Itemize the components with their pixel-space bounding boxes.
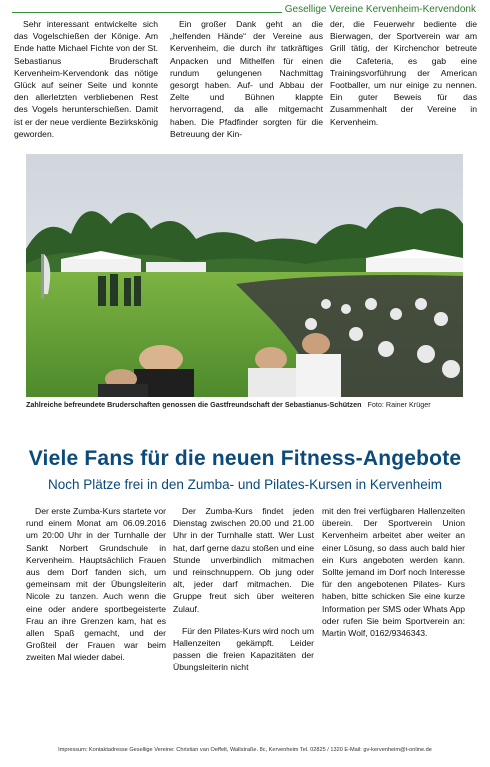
impressum-footer: Impressum: Kontaktadresse Gesellige Vereine: Christian van Oeffelt, Wallstraße. 8c, Kervenheim Tel. 02825 / 1320 E-Mail: gv-kervenheim@t-online.de — [58, 747, 432, 753]
paragraph: Ein großer Dank geht an die „helfenden Hände“ der Vereine aus Kervenheim, die durch ihr tatkräftiges Anpacken und Mithelfen für einen rundum gelungenen Nachmittag gesorgt haben. Auf- und Abbau der Zelte und Bühnen klappte hervorragend, da alle mitgemacht haben. Die Pfadfinder sorgten für die Betreuung der Kin- — [170, 19, 323, 139]
photo-caption — [26, 400, 463, 409]
fitness-column-1 — [26, 505, 166, 664]
paragraph: Für den Pilates-Kurs wird noch um Hallenzeiten gekämpft. Leider passen die freien Kapazitäten der Übungsleiterin nicht — [173, 625, 314, 673]
article-subheadline: Noch Plätze frei in den Zumba- und Pilates-Kursen in Kervenheim — [48, 477, 442, 492]
paragraph: Der erste Zumba-Kurs startete vor rund einem Monat am 06.09.2016 um 20:00 Uhr in der Turnhalle der Sankt Norbert Grundschule in Kervenheim. Hauptsächlich Frauen aus dem Dorf fanden sich, um gemeinsam mit der Übungsleiterin Nicole zu tanzen. Auch wenn die eine oder andere sportbegeisterte Frau an ihre Grenzen kam, hat es allen Spaß gemacht, und der Großteil der Frauen war beim zweiten Mal wieder dabei. — [26, 506, 166, 663]
top-article-column-2 — [170, 18, 323, 140]
paragraph: mit den frei verfügbaren Hallenzeiten überein. Der Sportverein Union Kervenheim arbeitet aber weiter an einer Lösung, so dass auch bald hier ein Kurs angeboten werden kann. Sollte jemand im Dorf noch Interesse für den angebotenen Pilates- Kurs haben, bitte schicken Sie eine kurze Information per SMS oder Whats App oder rufen Sie beim Sportverein an: Martin Wolf, 0162/9346343. — [322, 506, 465, 639]
fitness-column-3 — [322, 505, 465, 639]
event-photo-illustration — [26, 154, 463, 397]
caption-text: Zahlreiche befreundete Bruderschaften genossen die Gastfreundschaft der Sebastianus-Schützen — [26, 400, 362, 409]
paragraph: der, die Feuerwehr bediente die Bierwagen, der Sportverein war am Grill tätig, der Kirchenchor betreute die Cafeteria, es gab eine Trainingsvorführung der American Footballer, um nur einige zu nennen. Ein guter Beweis für das Zusammenhalt der Vereine in Kervenheim. — [330, 19, 477, 127]
header-rule — [12, 12, 282, 13]
top-article-column-1 — [14, 18, 158, 140]
article-headline: Viele Fans für die neuen Fitness-Angebote — [28, 447, 462, 470]
section-title: Gesellige Vereine Kervenheim-Kervendonk — [284, 4, 476, 15]
photo-credit: Foto: Rainer Krüger — [367, 400, 431, 409]
fitness-column-2 — [173, 505, 314, 674]
paragraph: Sehr interessant entwickelte sich das Vogelschießen der Könige. Am Ende hatte Michael Fichte von der St. Sebastianus Bruderschaft Kervenheim-Kervendonk das nötige Glück auf seiner Seite und konnte den allerletzten verbliebenen Rest des Vogels herunterschießen. Damit ist er der neue verdiente Bezirkskönig geworden. — [14, 19, 158, 139]
event-photo — [26, 154, 463, 397]
paragraph: Der Zumba-Kurs findet jeden Dienstag zwischen 20.00 und 21.00 Uhr in der Turnhalle statt. Wer Lust hat, darf gerne dazu stoßen und eine Stunde unverbindlich mitmachen und reinschnuppern. Ob jung oder alt, jeder darf mitmachen. Die Gruppe freut sich über weiteren Zulauf. — [173, 506, 314, 614]
top-article-column-3 — [330, 18, 477, 128]
